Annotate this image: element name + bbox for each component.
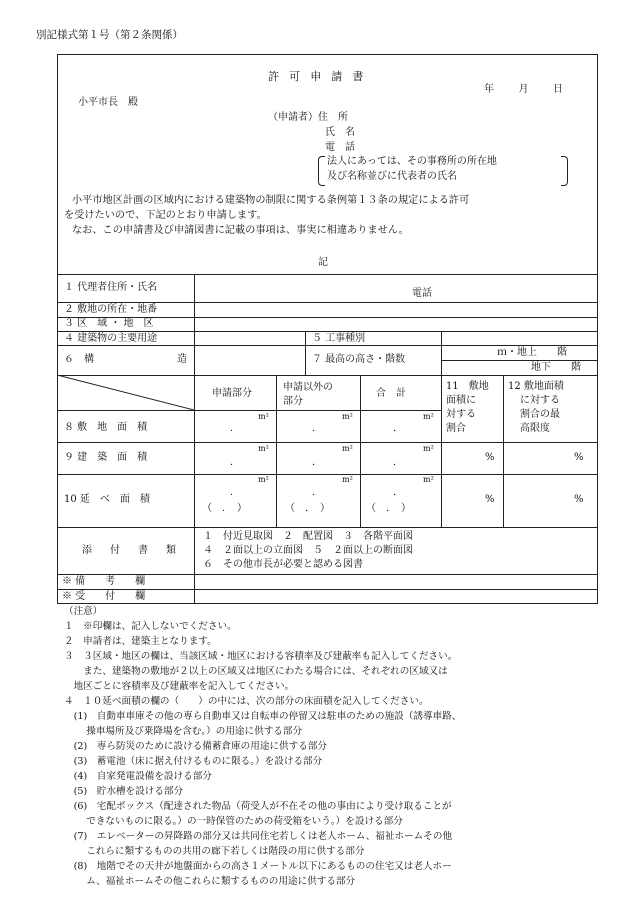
row10-paren-other: （ ． ） (285, 503, 330, 514)
row8-unit-total: m² (423, 412, 434, 421)
note-line: (8) 地階でその天井が地盤面からの高さ１メートル以下にあるものの住宅又は老人ホー (64, 861, 452, 872)
corporate-note-1: 法人にあっては、その事務所の所在地 (327, 156, 497, 167)
form-title: 許 可 申 請 書 (268, 70, 367, 83)
col11-header-3: 対する (446, 409, 476, 420)
receipt-label: ※ 受 付 欄 (62, 591, 146, 602)
col11-header-2: 面積に (446, 395, 476, 406)
body-text-2: を受けたいので、下記のとおり申請します。 (64, 210, 267, 221)
attachment-line-2: ４ ２面以上の立面図 ５ ２面以上の断面図 (203, 545, 413, 556)
col12-header-2: に対する (520, 395, 560, 406)
body-text-1: 小平市地区計画の区域内における建築物の制限に関する条例第１３条の規定による許可 (72, 195, 470, 206)
row10-dot-other: ． (312, 487, 322, 498)
height-label: ７ 最高の高さ・階数 (312, 354, 406, 365)
col12-header-1: 12 敷地面積 (508, 381, 564, 392)
row9-percent-11: % (485, 452, 495, 463)
note-line: (5) 貯水槽を設ける部分 (64, 786, 184, 797)
notes-heading: （注意） (64, 606, 103, 617)
col-other-header-1: 申請以外の (283, 382, 333, 393)
col11-header-4: 割合 (446, 423, 466, 434)
remarks-label: ※ 備 考 欄 (62, 576, 146, 587)
col11-header-1: 11 敷地 (446, 381, 489, 392)
attachment-line-1: １ 付近見取図 ２ 配置図 ３ 各階平面図 (203, 531, 413, 542)
agent-phone-label: 電話 (412, 288, 432, 299)
row10-unit-total: m² (423, 475, 434, 484)
note-line: 操車場所及び乗降場を含む。）の用途に供する部分 (64, 726, 303, 737)
row8-unit-applied: m² (258, 412, 269, 421)
col-total-header: 合 計 (376, 388, 406, 399)
ki-label: 記 (318, 257, 328, 268)
row10-dot-applied: ． (230, 487, 240, 498)
site-address-label: ２ 敷地の所在・地番 (64, 304, 158, 315)
applicant-name-label: 氏 名 (325, 127, 355, 138)
row8-dot-applied: ． (230, 423, 240, 434)
note-line: (3) 蓄電池（床に据え付けるものに限る。）を設ける部分 (64, 756, 323, 767)
row9-dot-total: ． (393, 457, 403, 468)
row8-dot-total: ． (393, 423, 403, 434)
col12-header-4: 高限度 (520, 423, 550, 434)
col-applied-header: 申請部分 (212, 388, 252, 399)
row9-dot-applied: ． (230, 457, 240, 468)
work-type-label: ５ 工事種別 (312, 333, 366, 344)
row9-dot-other: ． (312, 457, 322, 468)
note-line: 地区ごとに容積率及び建蔽率を記入してください。 (64, 681, 295, 692)
floors-above: ｍ・地上 階 (497, 347, 567, 358)
structure-label-suffix: 造 (177, 354, 187, 365)
row10-paren-applied: （ ． ） (202, 503, 247, 514)
note-line: (1) 自動車車庫その他の専ら自動車又は自転車の停留又は駐車のための施設（誘導車路、 (64, 711, 462, 722)
structure-label: ６ 構 (64, 354, 94, 365)
use-label: ４ 建築物の主要用途 (64, 333, 158, 344)
row10-paren-total: （ ． ） (366, 503, 411, 514)
body-text-3: なお、この申請書及び申請図書に記載の事項は、事実に相違ありません。 (72, 225, 409, 236)
date-field[interactable]: 年 月 日 (484, 84, 565, 95)
row9-percent-12: % (574, 452, 584, 463)
form-number: 別記様式第１号（第２条関係） (36, 29, 183, 41)
row9-unit-total: m² (423, 444, 434, 453)
note-line: ム、福祉ホームその他これらに類するものの用途に供する部分 (64, 876, 356, 887)
applicant-phone-label: 電 話 (325, 142, 355, 153)
row10-unit-applied: m² (258, 475, 269, 484)
agent-label: １ 代理者住所・氏名 (64, 282, 158, 293)
note-line: (4) 自家発電設備を設ける部分 (64, 771, 212, 782)
attachments-label: 添 付 書 類 (82, 545, 180, 556)
corporate-bracket-left (318, 156, 325, 186)
addressee: 小平市長 殿 (78, 97, 138, 108)
note-line: ４ １０延べ面積の欄の（ ）の中には、次の部分の床面積を記入してください。 (64, 696, 429, 707)
note-line: (2) 専ら防災のために設ける備蓄倉庫の用途に供する部分 (64, 741, 328, 752)
note-line: (6) 宅配ボックス（配達された物品（荷受人が不在その他の事由により受け取ることが (64, 801, 452, 812)
row10-percent-12: % (574, 494, 584, 505)
note-line: また、建築物の敷地が２以上の区域又は地区にわたる場合には、それぞれの区域又は (64, 666, 448, 677)
row9-unit-other: m² (342, 444, 353, 453)
note-line: １ ※印欄は、記入しないでください。 (64, 621, 237, 632)
col12-header-3: 割合の最 (520, 409, 560, 420)
header-diagonal (57, 375, 194, 410)
note-line: ２ 申請者は、建築主となります。 (64, 636, 217, 647)
row9-unit-applied: m² (258, 444, 269, 453)
corporate-note-2: 及び名称並びに代表者の氏名 (327, 171, 457, 182)
corporate-bracket-right (561, 156, 568, 186)
row8-dot-other: ． (312, 423, 322, 434)
row8-unit-other: m² (342, 412, 353, 421)
floors-below: 地下 階 (531, 362, 581, 373)
row10-dot-total: ． (393, 487, 403, 498)
applicant-address-label: （申請者）住 所 (268, 112, 348, 123)
row10-unit-other: m² (342, 475, 353, 484)
zone-label: ３ 区 域 ・ 地 区 (64, 318, 154, 329)
row10-percent-11: % (485, 494, 495, 505)
note-line: これらに類するものの共用の廊下若しくは階段の用に供する部分 (64, 846, 365, 857)
note-line: できないものに限る。）の一時保管のための荷受箱をいう。）を設ける部分 (64, 816, 403, 827)
row8-label: ８ 敷 地 面 積 (64, 422, 148, 433)
row10-label: 10 延 べ 面 積 (64, 494, 150, 505)
note-line: (7) エレベーターの昇降路の部分又は共同住宅若しくは老人ホーム、福祉ホームその他 (64, 831, 453, 842)
attachment-line-3: ６ その他市長が必要と認める図書 (203, 559, 363, 570)
note-line: ３ ３区域・地区の欄は、当該区域・地区における容積率及び建蔽率も記入してください。 (64, 651, 458, 662)
col-other-header-2: 部分 (283, 396, 303, 407)
row9-label: ９ 建 築 面 積 (64, 452, 148, 463)
